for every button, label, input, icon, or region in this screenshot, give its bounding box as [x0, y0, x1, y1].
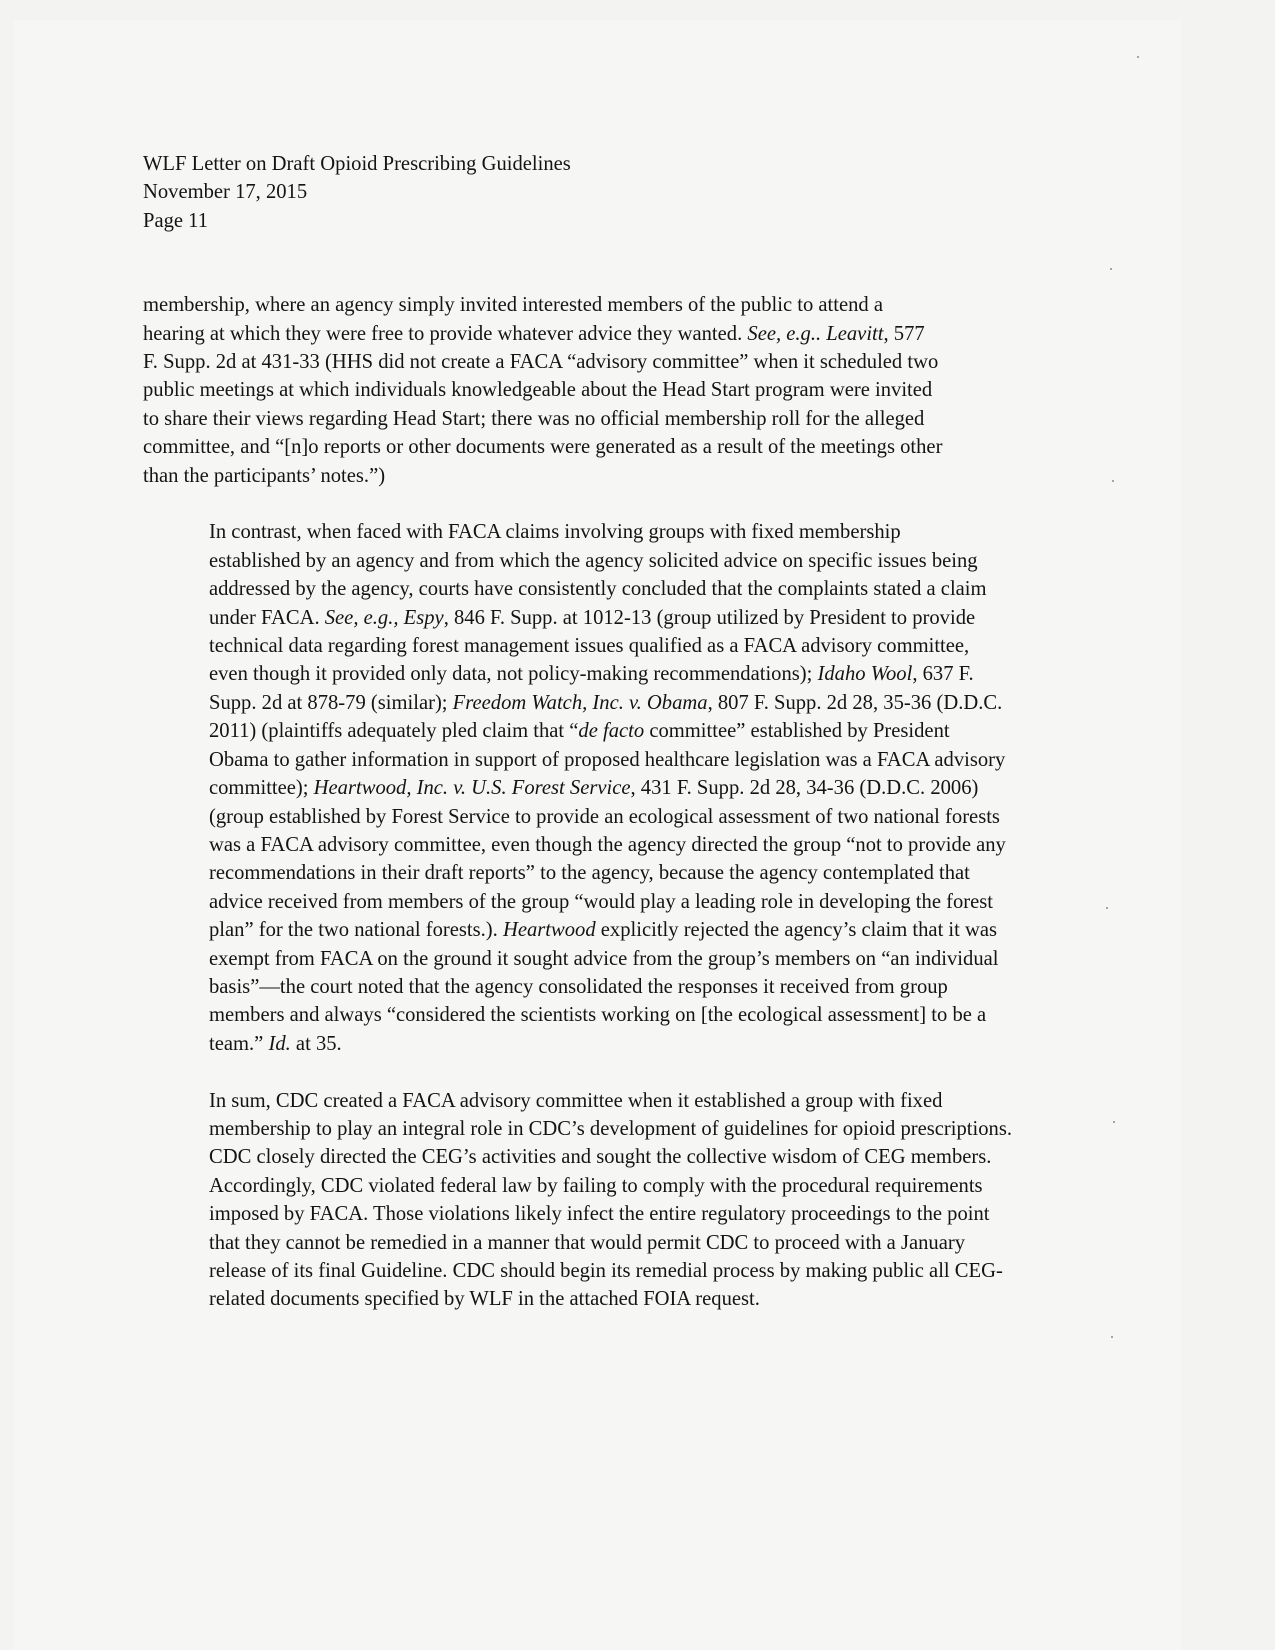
text-run: was a FACA advisory committee, even though the agency directed the group “not to provide any	[209, 833, 1006, 856]
text-line	[143, 803, 1143, 831]
text-line	[143, 518, 1143, 546]
text-run: , 846 F. Supp. at 1012-13 (group utilized by President to provide	[443, 606, 976, 629]
text-line	[143, 547, 1143, 575]
body-paragraph	[143, 291, 1143, 490]
text-line	[143, 1087, 1143, 1115]
italic-citation: Freedom Watch, Inc. v. Obama	[452, 691, 708, 714]
text-line	[143, 717, 1143, 745]
text-line	[143, 632, 1143, 660]
text-run: addressed by the agency, courts have consistently concluded that the complaints stated a claim	[209, 578, 987, 601]
text-run: advice received from members of the group “would play a leading role in developing the forest	[209, 890, 994, 913]
text-line	[143, 831, 1143, 859]
text-run: committee);	[209, 777, 314, 800]
text-line	[143, 405, 1143, 433]
text-line	[143, 660, 1143, 688]
text-run: membership to play an integral role in CDC’s development of guidelines for opioid prescriptions.	[209, 1117, 1012, 1140]
text-run: Accordingly, CDC violated federal law by failing to comply with the procedural requirements	[209, 1174, 983, 1197]
text-run: committee, and “[n]o reports or other documents were generated as a result of the meetings other	[143, 436, 943, 459]
text-line	[143, 916, 1143, 944]
text-run: In sum, CDC created a FACA advisory committee when it established a group with fixed	[209, 1089, 943, 1112]
text-line	[143, 1030, 1143, 1058]
text-run: committee” established by President	[644, 720, 950, 743]
text-line	[143, 1172, 1143, 1200]
text-run: Obama to gather information in support of proposed healthcare legislation was a FACA advisory	[209, 748, 1006, 771]
text-run: membership, where an agency simply invited interested members of the public to attend a	[143, 294, 884, 317]
header-page-number: Page 11	[143, 209, 209, 232]
text-line	[143, 945, 1143, 973]
text-run: (group established by Forest Service to provide an ecological assessment of two national forests	[209, 805, 1000, 828]
text-run: technical data regarding forest management issues qualified as a FACA advisory committee,	[209, 635, 970, 658]
text-line	[143, 348, 1143, 376]
text-run: even though it provided only data, not policy-making recommendations);	[209, 663, 818, 686]
text-run: , 577	[883, 322, 925, 345]
text-run: related documents specified by WLF in the attached FOIA request.	[209, 1288, 760, 1311]
text-run: , 807 F. Supp. 2d 28, 35-36 (D.D.C.	[707, 691, 1003, 714]
scan-speck	[1137, 56, 1139, 58]
body-paragraph	[143, 518, 1143, 1058]
text-line	[143, 746, 1143, 774]
text-line	[143, 433, 1143, 461]
text-line	[143, 376, 1143, 404]
text-run: In contrast, when faced with FACA claims involving groups with fixed membership	[209, 521, 901, 544]
text-line	[143, 1001, 1143, 1029]
text-line	[143, 689, 1143, 717]
text-run: established by an agency and from which the agency solicited advice on specific issues being	[209, 549, 978, 572]
text-line	[143, 575, 1143, 603]
text-run: , 431 F. Supp. 2d 28, 34-36 (D.D.C. 2006)	[630, 777, 979, 800]
text-run: explicitly rejected the agency’s claim that it was	[595, 919, 998, 942]
text-line	[143, 1115, 1143, 1143]
text-run: CDC closely directed the CEG’s activities and sought the collective wisdom of CEG members.	[209, 1146, 992, 1169]
text-run: that they cannot be remedied in a manner that would permit CDC to proceed with a January	[209, 1231, 966, 1254]
text-line	[143, 1229, 1143, 1257]
italic-citation: Heartwood	[502, 919, 596, 942]
letter-body	[143, 150, 1143, 1342]
text-run: public meetings at which individuals knowledgeable about the Head Start program were invited	[143, 379, 933, 402]
text-line	[143, 1257, 1143, 1285]
text-line	[143, 604, 1143, 632]
letter-header	[143, 150, 1143, 235]
text-run: , 637 F.	[912, 663, 974, 686]
text-line	[143, 1285, 1143, 1313]
italic-citation: See, e.g.. Leavitt	[747, 322, 884, 345]
text-run: basis”—the court noted that the agency consolidated the responses it received from group	[209, 975, 948, 998]
italic-citation: Idaho Wool	[817, 663, 913, 686]
text-run: 2011) (plaintiffs adequately pled claim that “	[209, 720, 579, 743]
text-run: than the participants’ notes.”)	[143, 464, 386, 487]
text-run: release of its final Guideline. CDC should begin its remedial process by making public all CEG-	[209, 1260, 1003, 1282]
body-paragraph	[143, 1087, 1143, 1314]
text-run: plan” for the two national forests.).	[209, 919, 503, 942]
text-line	[143, 774, 1143, 802]
text-run: members and always “considered the scientists working on [the ecological assessment] to be a	[209, 1004, 987, 1027]
text-run: imposed by FACA. Those violations likely infect the entire regulatory proceedings to the point	[209, 1203, 990, 1226]
text-line	[143, 462, 1143, 490]
text-run: F. Supp. 2d at 431-33 (HHS did not create a FACA “advisory committee” when it scheduled two	[143, 351, 939, 374]
header-title: WLF Letter on Draft Opioid Prescribing Guidelines	[143, 153, 571, 175]
italic-citation: Id.	[268, 1032, 291, 1055]
text-run: hearing at which they were free to provide whatever advice they wanted.	[143, 322, 748, 345]
text-run: at 35.	[290, 1032, 342, 1055]
text-run: team.”	[209, 1032, 269, 1055]
text-line	[143, 888, 1143, 916]
text-line	[143, 1200, 1143, 1228]
text-line	[143, 973, 1143, 1001]
text-line	[143, 320, 1143, 348]
header-date: November 17, 2015	[143, 181, 308, 204]
text-run: to share their views regarding Head Start; there was no official membership roll for the alleged	[143, 407, 925, 430]
text-run: under FACA.	[209, 606, 325, 629]
text-run: recommendations in their draft reports” to the agency, because the agency contemplated that	[209, 862, 970, 885]
text-run: exempt from FACA on the ground it sought advice from the group’s members on “an individual	[209, 947, 999, 970]
text-line	[143, 291, 1143, 319]
text-line	[143, 859, 1143, 887]
italic-citation: Heartwood, Inc. v. U.S. Forest Service	[313, 777, 631, 800]
body-paragraphs	[143, 291, 1143, 1314]
italic-citation: de facto	[578, 720, 645, 743]
text-run: Supp. 2d at 878-79 (similar);	[209, 691, 453, 714]
text-line	[143, 1143, 1143, 1171]
italic-citation: See, e.g., Espy	[324, 606, 444, 629]
